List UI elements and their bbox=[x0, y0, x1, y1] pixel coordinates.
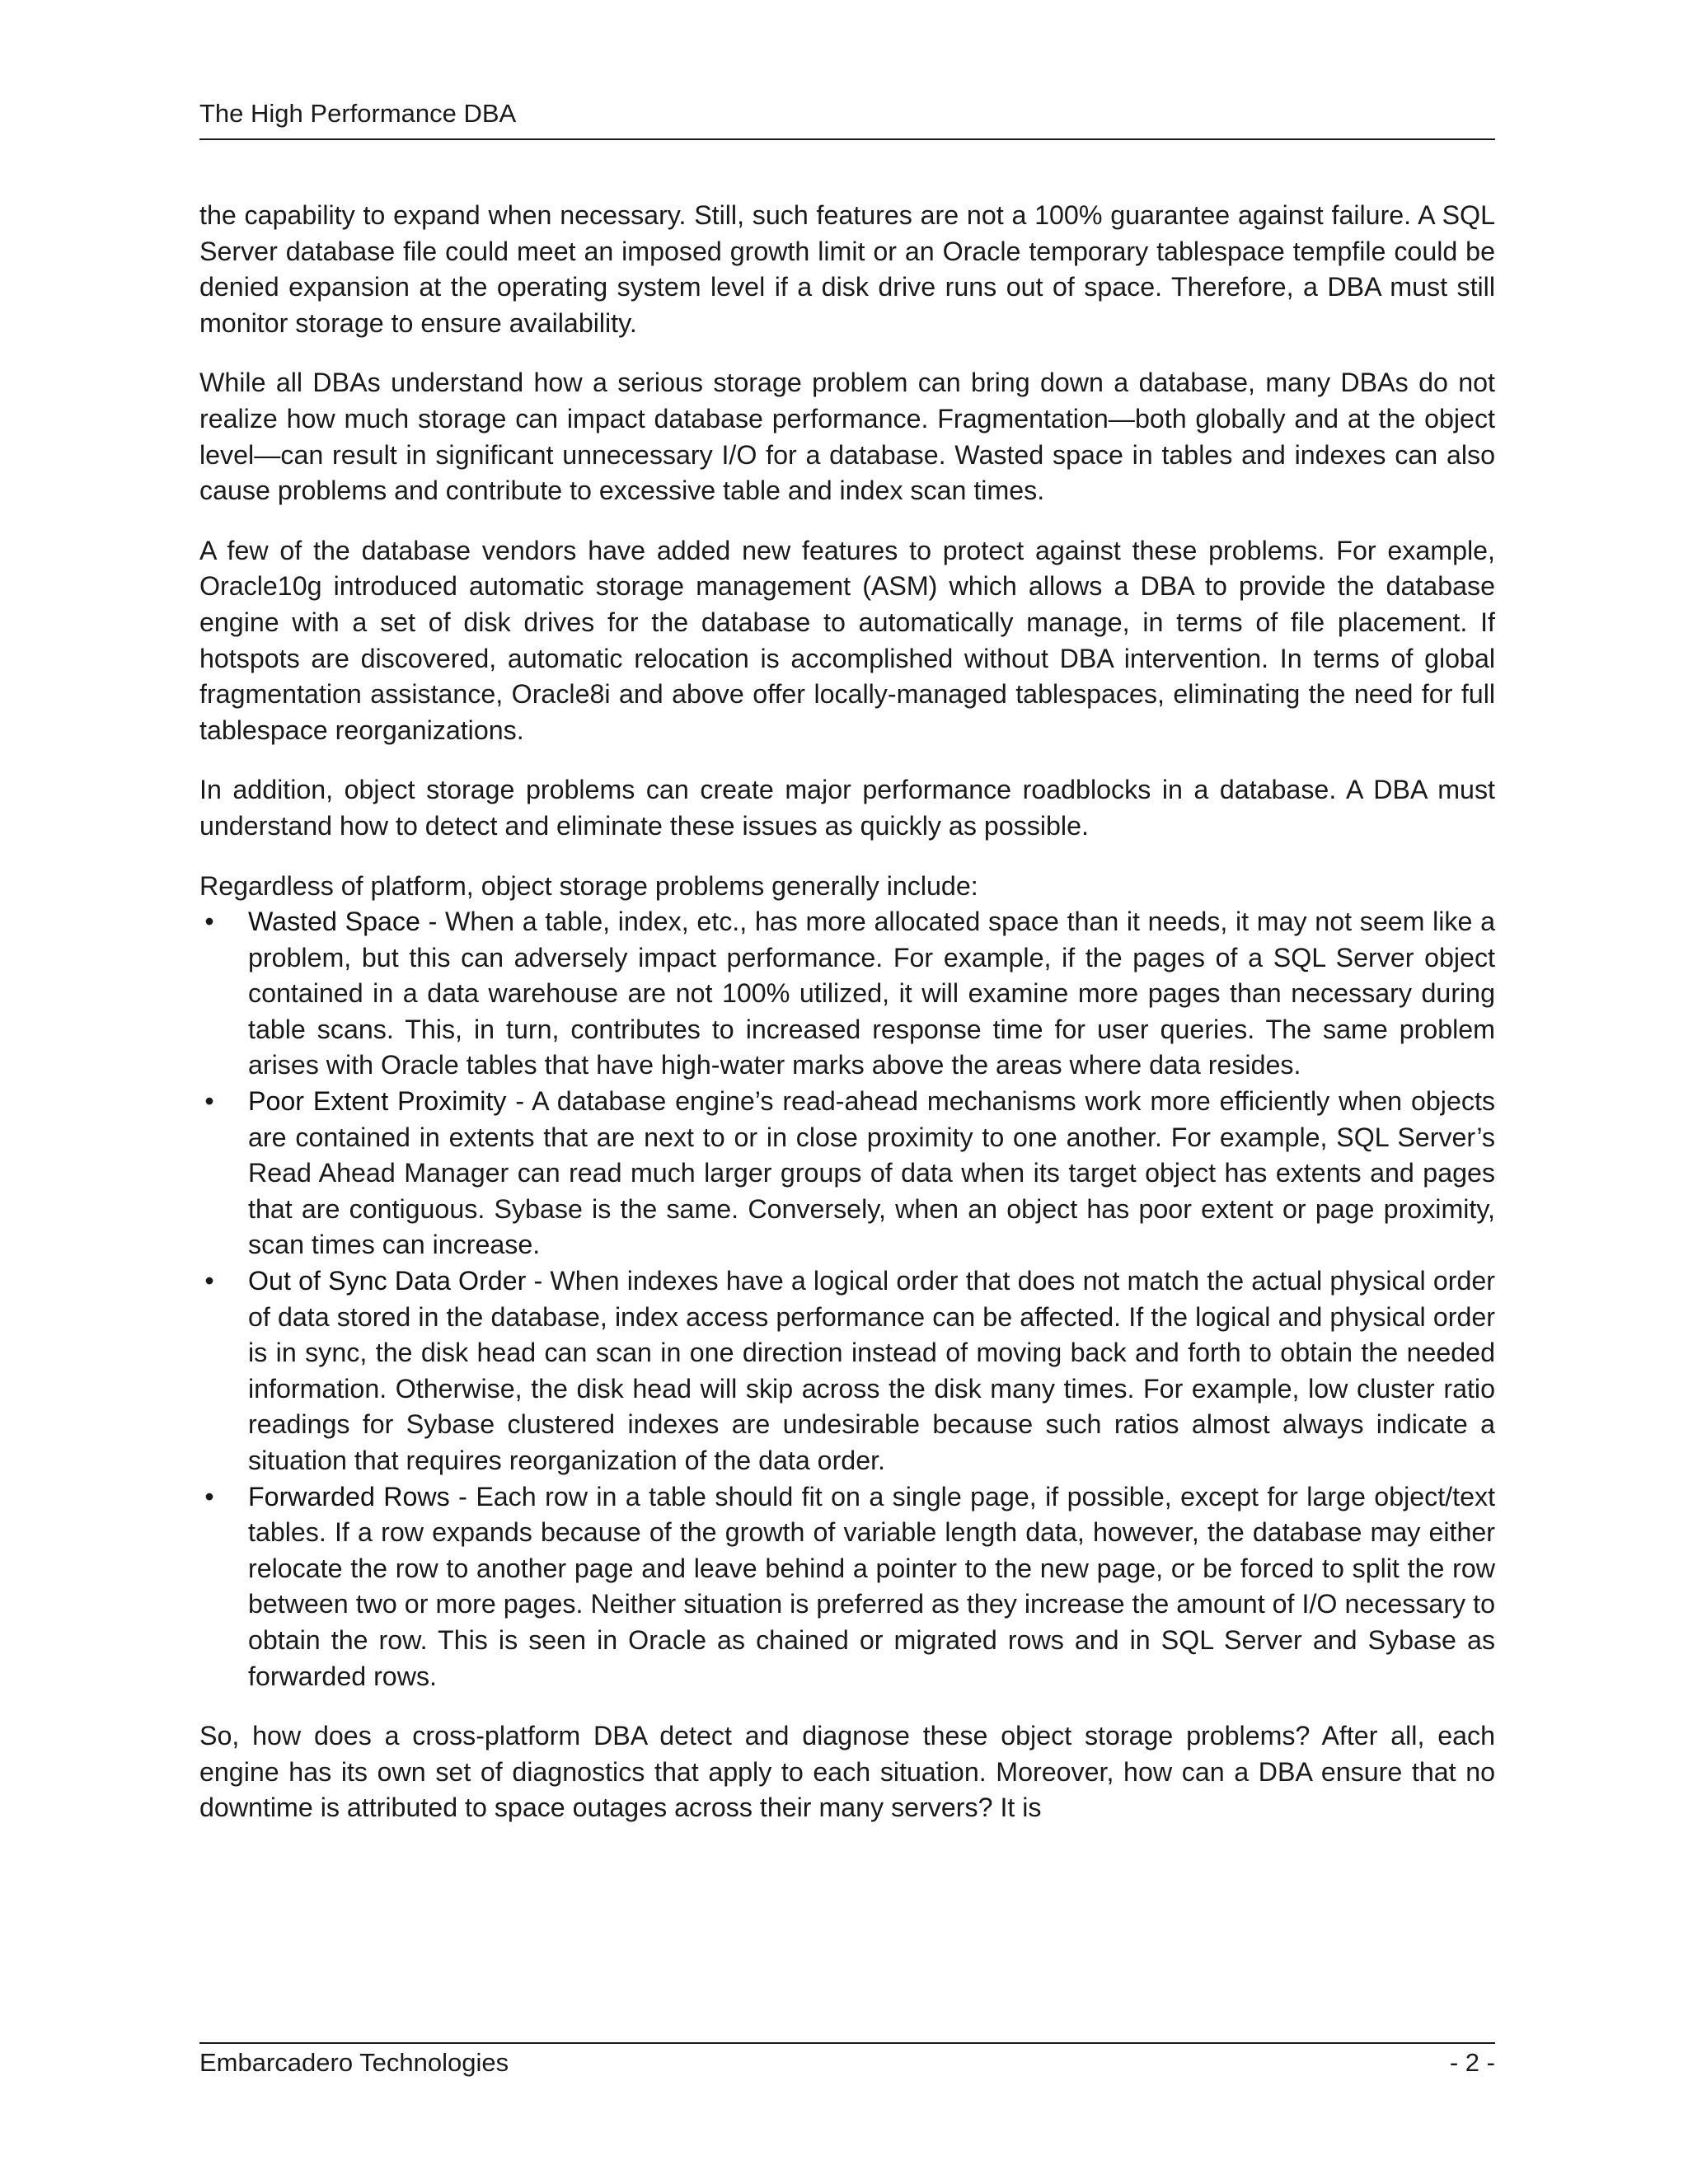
list-item-term: Poor Extent Proximity bbox=[248, 1086, 507, 1117]
header-title: The High Performance DBA bbox=[199, 99, 517, 128]
page-header bbox=[199, 97, 1495, 140]
body-paragraph: the capability to expand when necessary. Still, such features are not a 100% guarantee against failure. A SQL Server database file could meet an imposed growth limit or an Oracle temporary tablespace tempfile could be denied expansion at the operating system level if a disk drive runs out of space. Therefore, a DBA must still monitor storage to ensure availability. bbox=[199, 200, 1495, 338]
bullet-icon: • bbox=[204, 907, 214, 937]
list-item bbox=[199, 1479, 1495, 1695]
list-item-text: - When indexes have a logical order that does not match the actual physical order of data stored in the database, index access performance can be affected. If the logical and physical order is in sync, the disk head can scan in one direction instead of moving back and forth to obtain the needed information. Otherwise, the disk head will skip across the disk many times. For example, low cluster ratio readings for Sybase clustered indexes are undesirable because such ratios almost always indicate a situation that requires reorganization of the data order. bbox=[248, 1266, 1495, 1475]
body-paragraph: In addition, object storage problems can create major performance roadblocks in a database. A DBA must understand how to detect and eliminate these issues as quickly as possible. bbox=[199, 775, 1495, 841]
storage-problems-list bbox=[199, 904, 1495, 1694]
list-item bbox=[199, 1263, 1495, 1479]
bullet-icon: • bbox=[204, 1086, 214, 1117]
list-item bbox=[199, 1084, 1495, 1263]
list-item-text: - A database engine’s read-ahead mechanisms work more efficiently when objects are contained in extents that are next to or in close proximity to one another. For example, SQL Server’s Read Ahead Manager can read much larger groups of data when its target object has extents and pages that are contiguous. Sybase is the same. Conversely, when an object has poor extent or page proximity, scan times can increase. bbox=[248, 1086, 1495, 1260]
body-paragraph: While all DBAs understand how a serious storage problem can bring down a database, many DBAs do not realize how much storage can impact database performance. Fragmentation—both globally and at the object level—can result in significant unnecessary I/O for a database. Wasted space in tables and indexes can also cause problems and contribute to excessive table and index scan times. bbox=[199, 368, 1495, 506]
bullet-icon: • bbox=[204, 1481, 214, 1511]
list-item-text: - When a table, index, etc., has more allocated space than it needs, it may not seem like a problem, but this can adversely impact performance. For example, if the pages of a SQL Server object contained in a data warehouse are not 100% utilized, it will examine more pages than necessary during table scans. This, in turn, contributes to increased response time for user queries. The same problem arises with Oracle tables that have high-water marks above the areas where data resides. bbox=[248, 907, 1496, 1080]
page-number: - 2 - bbox=[1449, 2048, 1495, 2077]
bullet-icon: • bbox=[204, 1266, 214, 1296]
list-item-term: Forwarded Rows bbox=[248, 1481, 450, 1511]
body-paragraph: A few of the database vendors have added new features to protect against these problems. For example, Oracle10g introduced automatic storage management (ASM) which allows a DBA to provide the database engine with a set of disk drives for the database to automatically manage, in terms of file placement. If hotspots are discovered, automatic relocation is accomplished without DBA intervention. In terms of global fragmentation assistance, Oracle8i and above offer locally-managed tablespaces, eliminating the need for full tablespace reorganizations. bbox=[199, 535, 1495, 745]
page-body bbox=[199, 198, 1495, 1850]
list-intro: Regardless of platform, object storage problems generally include: bbox=[199, 870, 978, 901]
page-footer bbox=[199, 2042, 1495, 2083]
list-item-text: - Each row in a table should fit on a single page, if possible, except for large object/text tables. If a row expands because of the growth of variable length data, however, the database may either relocate the row to another page and leave behind a pointer to the new page, or be forced to split the row between two or more pages. Neither situation is preferred as they increase the amount of I/O necessary to obtain the row. This is seen in Oracle as chained or migrated rows and in SQL Server and Sybase as forwarded rows. bbox=[248, 1481, 1496, 1691]
list-item bbox=[199, 904, 1495, 1084]
list-item-term: Out of Sync Data Order bbox=[248, 1266, 527, 1296]
footer-company: Embarcadero Technologies bbox=[199, 2048, 509, 2077]
closing-paragraph: So, how does a cross-platform DBA detect and diagnose these object storage problems? After all, each engine has its own set of diagnostics that apply to each situation. Moreover, how can a DBA ensure that no downtime is attributed to space outages across their many servers? It is bbox=[199, 1721, 1495, 1823]
list-item-term: Wasted Space bbox=[248, 907, 420, 937]
